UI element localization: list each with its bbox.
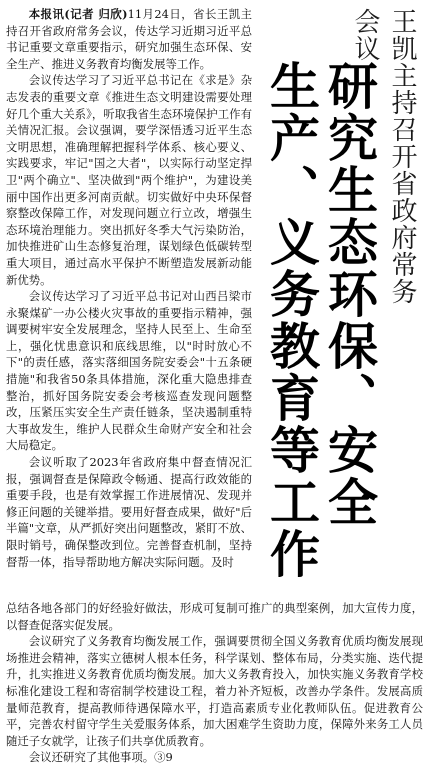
article-paragraph: 会议还研究了其他事项。③9 [28,750,173,765]
article-headline [258,60,378,580]
article-body-full-width [6,600,423,766]
article-subhead: 王凯主持召开省政府常务会议 [350,8,417,305]
paragraph-text: 11月24日，省长王凯主持召开省政府常务会议，传达学习近期习近平总书记重要文章重要指示，研究加强生态环保、安全生产、推进义务教育均衡发展等工作。 [6,7,252,71]
article-paragraph: 总结各地各部门的好经验好做法，形成可复制可推广的典型案例，加大宣传力度，以督查促落实促发展。 [6,601,423,632]
headline-line-1: 研究生态环保、安全 [320,60,378,528]
headline-line-2: 生产、义务教育等工作 [262,60,320,580]
article-paragraph [6,6,252,72]
article-paragraph: 会议研究了义务教育均衡发展工作，强调要贯彻全国义务教育优质均衡发展现场推进会精神，落实立德树人根本任务，科学谋划、整体布局，分类实施、迭代提升，扎实推进义务教育优质均衡发展。加大义务教育投入，加快实施义务教育学校标准化建设工程和寄宿制学校建设工程，着力补齐短板，改善办学条件。发展高质量师范教育，提高教师待遇保障水平，打造高素质专业化教师队伍。促进教育公平，完善农村留守学生关爱服务体系，加大困难学生资助力度，保障外来务工人员随迁子女就学，让孩子们共享优质教育。 [6,634,423,748]
article-paragraph: 会议传达学习了习近平总书记在《求是》杂志发表的重要文章《推进生态文明建设需要处理好几个重大关系》，听取我省生态环境保护工作有关情况汇报。会议强调，要学深悟透习近平生态文明思想，准确理解把握科学体系、核心要义、实践要求，牢记"国之大者"，以实际行动坚定捍卫"两个确立"、坚决做到"两个维护"，为建设美丽中国作出更多河南贡献。切实做好中央环保督察整改保障工作，对发现问题立行立改，增强生态环境治理能力。突出抓好冬季大气污染防治，加快推进矿山生态修复治理，谋划绿色低碳转型重大项目，通过高水平保护不断塑造发展新动能新优势。 [6,73,252,287]
byline: 本报讯(记者 归欣) [28,7,128,21]
article-paragraph: 会议听取了2023年省政府集中督查情况汇报，强调督查是保障政令畅通、提高行政效能的重要手段，也是有效掌握工作进展情况、发现并修正问题的关键举措。要用好督查成果，做好"后半篇"文章，从严抓好突出问题整改，紧盯不放、限时销号，确保整改到位。完善督查机制，坚持督帮一体，指导帮助地方解决实际问题。及时 [6,455,252,569]
article-body-column [6,6,252,570]
article-paragraph: 会议传达学习了习近平总书记对山西吕梁市永聚煤矿一办公楼火灾事故的重要指示精神，强调要树牢安全发展理念，坚持人民至上、生命至上，强化忧患意识和底线思维，以"时时放心不下"的责任感，落实落细国务院安委会"十五条硬措施"和我省50条具体措施，深化重大隐患排查整治，抓好国务院安委会考核巡查发现问题整改，压紧压实安全生产责任链条，坚决遏制重特大事故发生，维护人民群众生命财产安全和社会大局稳定。 [6,289,252,453]
